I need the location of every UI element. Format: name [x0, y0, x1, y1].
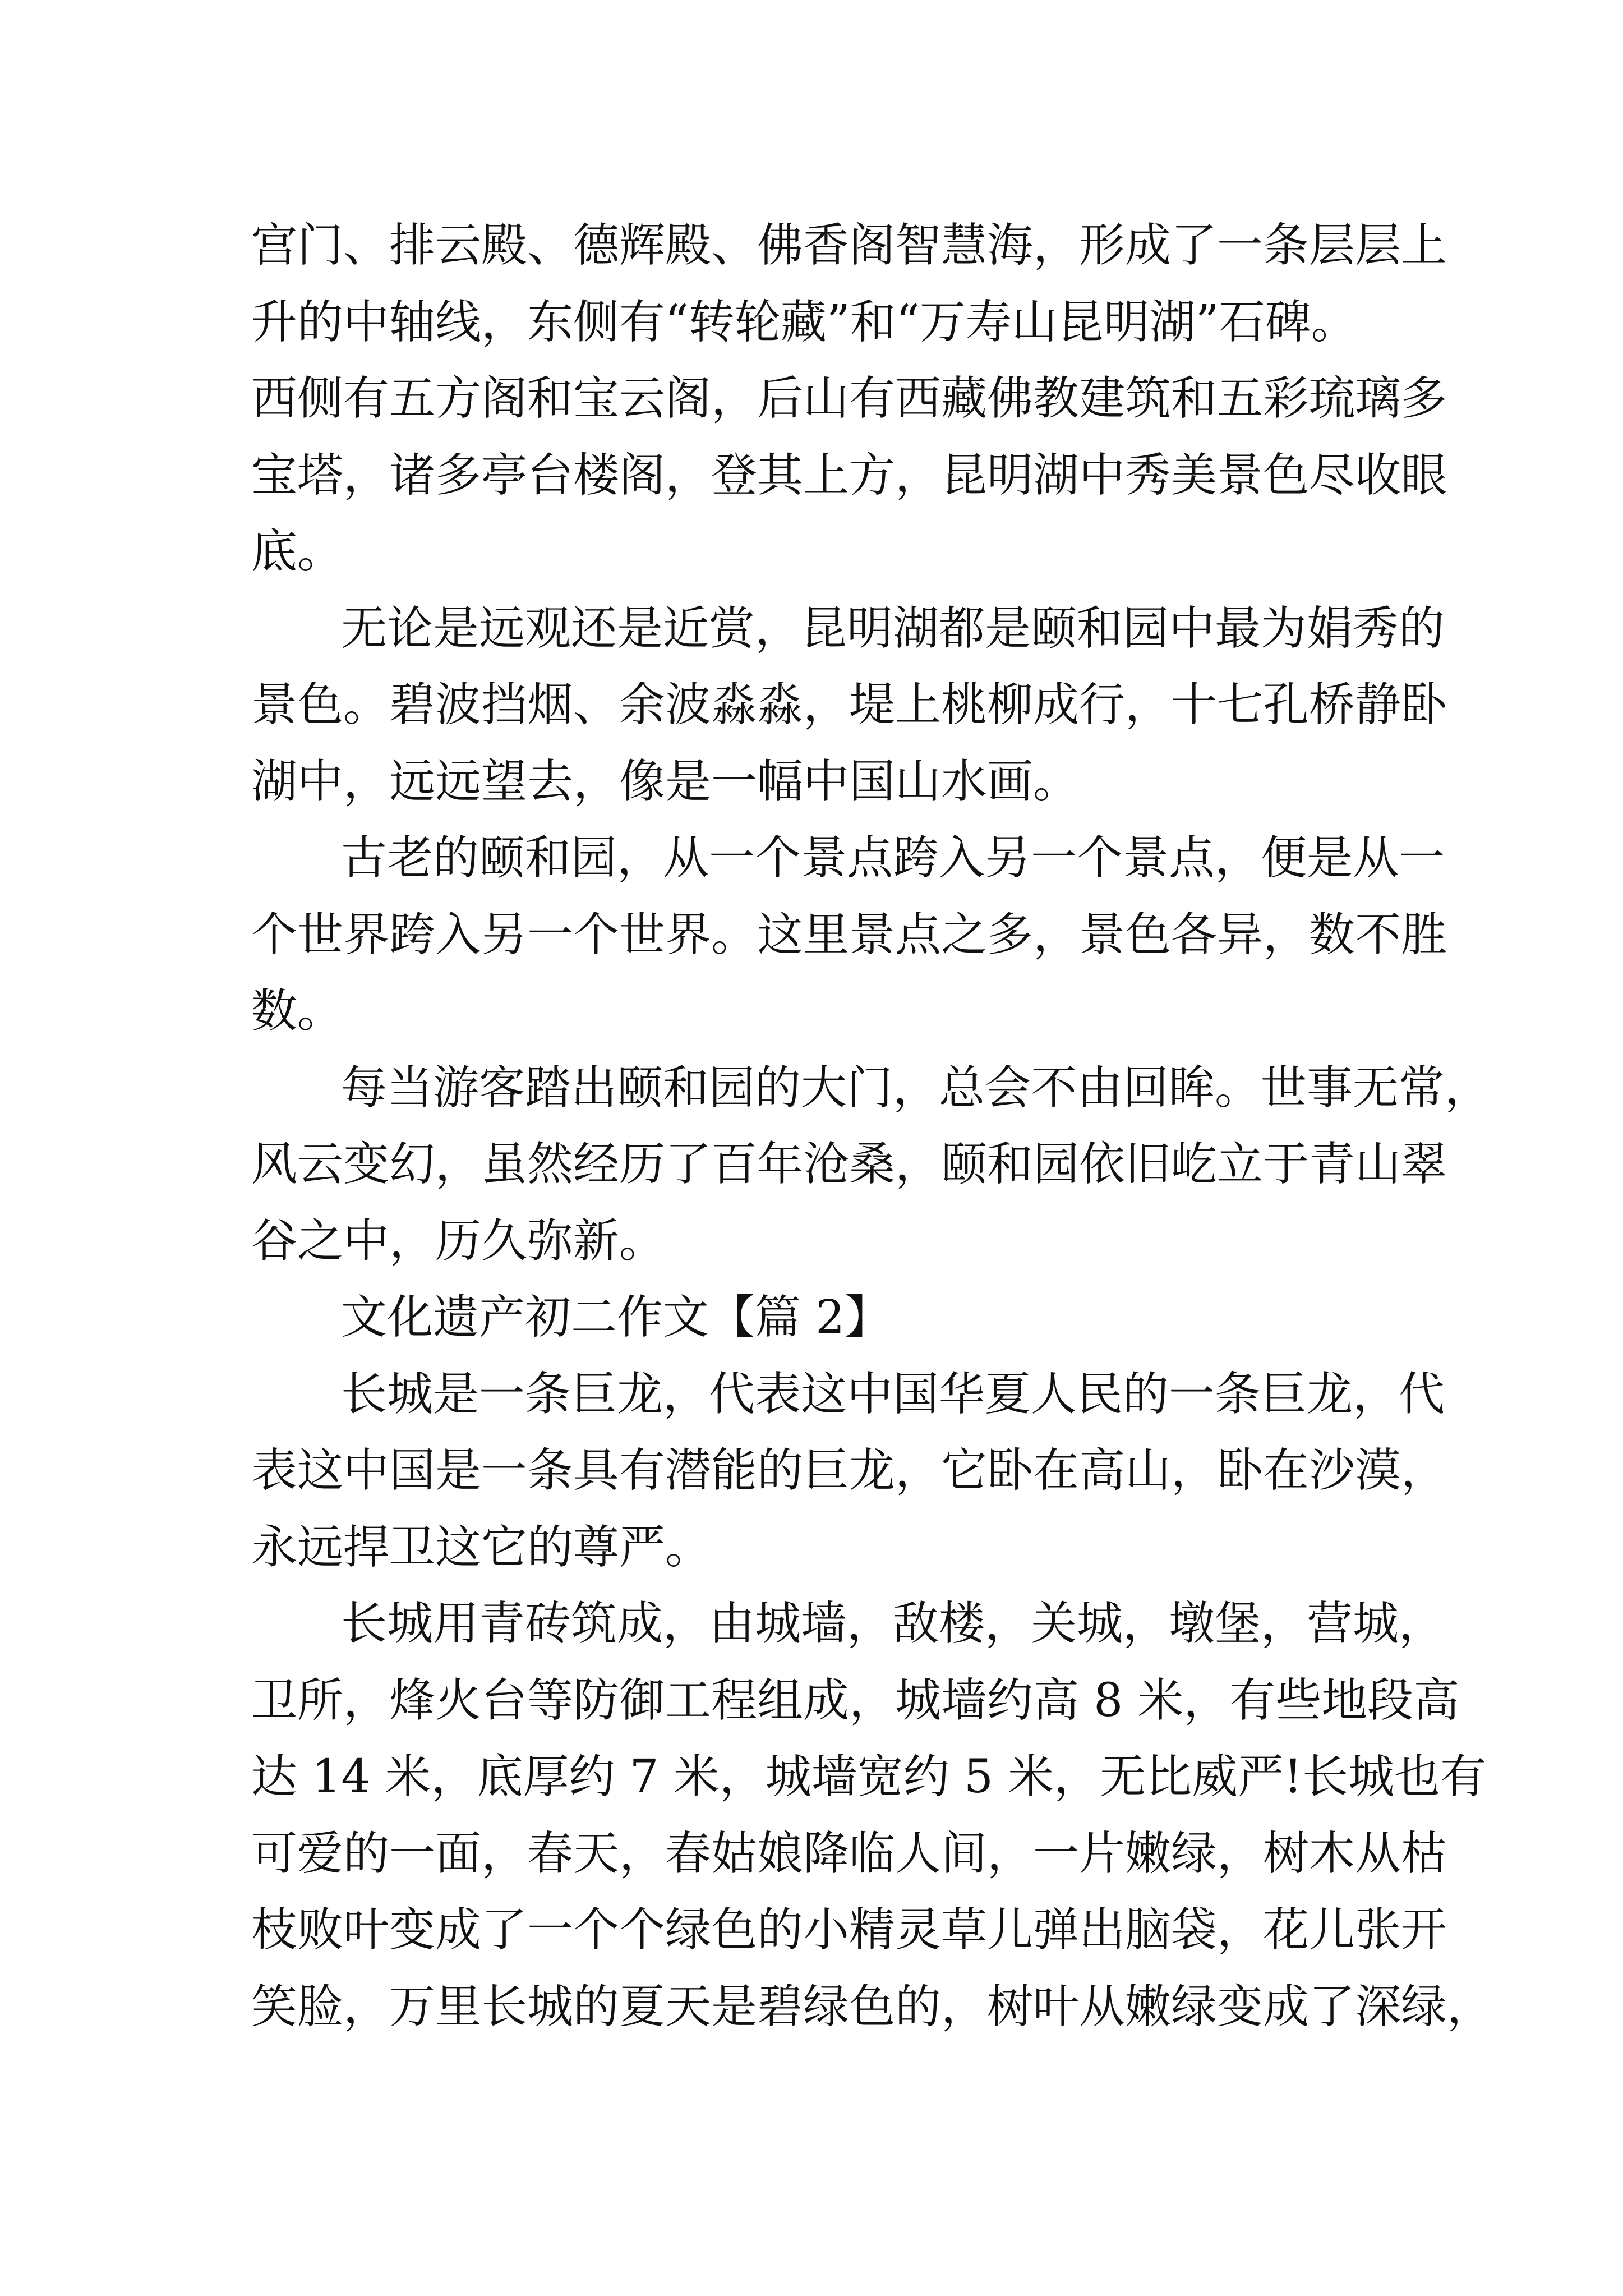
text-line: 笑脸，万里长城的夏天是碧绿色的，树叶从嫩绿变成了深绿，	[251, 1980, 1493, 2033]
text-line: 卫所，烽火台等防御工程组成，城墙约高 8 米，有些地段高	[251, 1673, 1460, 1727]
text-line: 达 14 米，底厚约 7 米，城墙宽约 5 米，无比威严!长城也有	[251, 1750, 1487, 1803]
text-line: 数。	[251, 984, 344, 1038]
text-line: 风云变幻，虽然经历了百年沧桑，颐和园依旧屹立于青山翠	[251, 1138, 1447, 1191]
paragraph-start-line: 古老的颐和园，从一个景点跨入另一个景点，便是从一	[341, 831, 1445, 885]
text-line: 湖中，远远望去，像是一幅中国山水画。	[251, 754, 1080, 808]
text-line: 宫门、排云殿、德辉殿、佛香阁智慧海，形成了一条层层上	[251, 219, 1447, 272]
paragraph-start-line: 每当游客踏出颐和园的大门，总会不由回眸。世事无常，	[341, 1061, 1491, 1115]
paragraph-start-line: 长城是一条巨龙，代表这中国华夏人民的一条巨龙，代	[341, 1367, 1445, 1421]
section-heading: 文化遗产初二作文【篇 2】	[341, 1291, 891, 1344]
paragraph-start-line: 无论是远观还是近赏，昆明湖都是颐和园中最为娟秀的	[341, 601, 1445, 655]
text-line: 可爱的一面，春天，春姑娘降临人间，一片嫩绿，树木从枯	[251, 1826, 1447, 1880]
text-line: 表这中国是一条具有潜能的巨龙，它卧在高山，卧在沙漠，	[251, 1444, 1447, 1497]
text-line: 谷之中，历久弥新。	[251, 1214, 666, 1268]
text-line: 宝塔，诸多亭台楼阁，登其上方，昆明湖中秀美景色尽收眼	[251, 448, 1447, 502]
text-line: 底。	[251, 525, 344, 578]
text-line: 枝败叶变成了一个个绿色的小精灵草儿弹出脑袋，花儿张开	[251, 1903, 1447, 1957]
text-line: 永远捍卫这它的尊严。	[251, 1520, 712, 1574]
body-text	[251, 208, 1493, 2045]
text-line: 西侧有五方阁和宝云阁，后山有西藏佛教建筑和五彩琉璃多	[251, 372, 1447, 425]
text-line: 景色。碧波挡烟、余波淼淼，堤上桃柳成行，十七孔桥静卧	[251, 678, 1447, 731]
paragraph-start-line: 长城用青砖筑成，由城墙，敌楼，关城，墩堡，营城，	[341, 1597, 1445, 1650]
text-line: 升的中轴线，东侧有“转轮藏”和“万寿山昆明湖”石碑。	[251, 295, 1357, 349]
text-line: 个世界跨入另一个世界。这里景点之多，景色各异，数不胜	[251, 908, 1447, 961]
